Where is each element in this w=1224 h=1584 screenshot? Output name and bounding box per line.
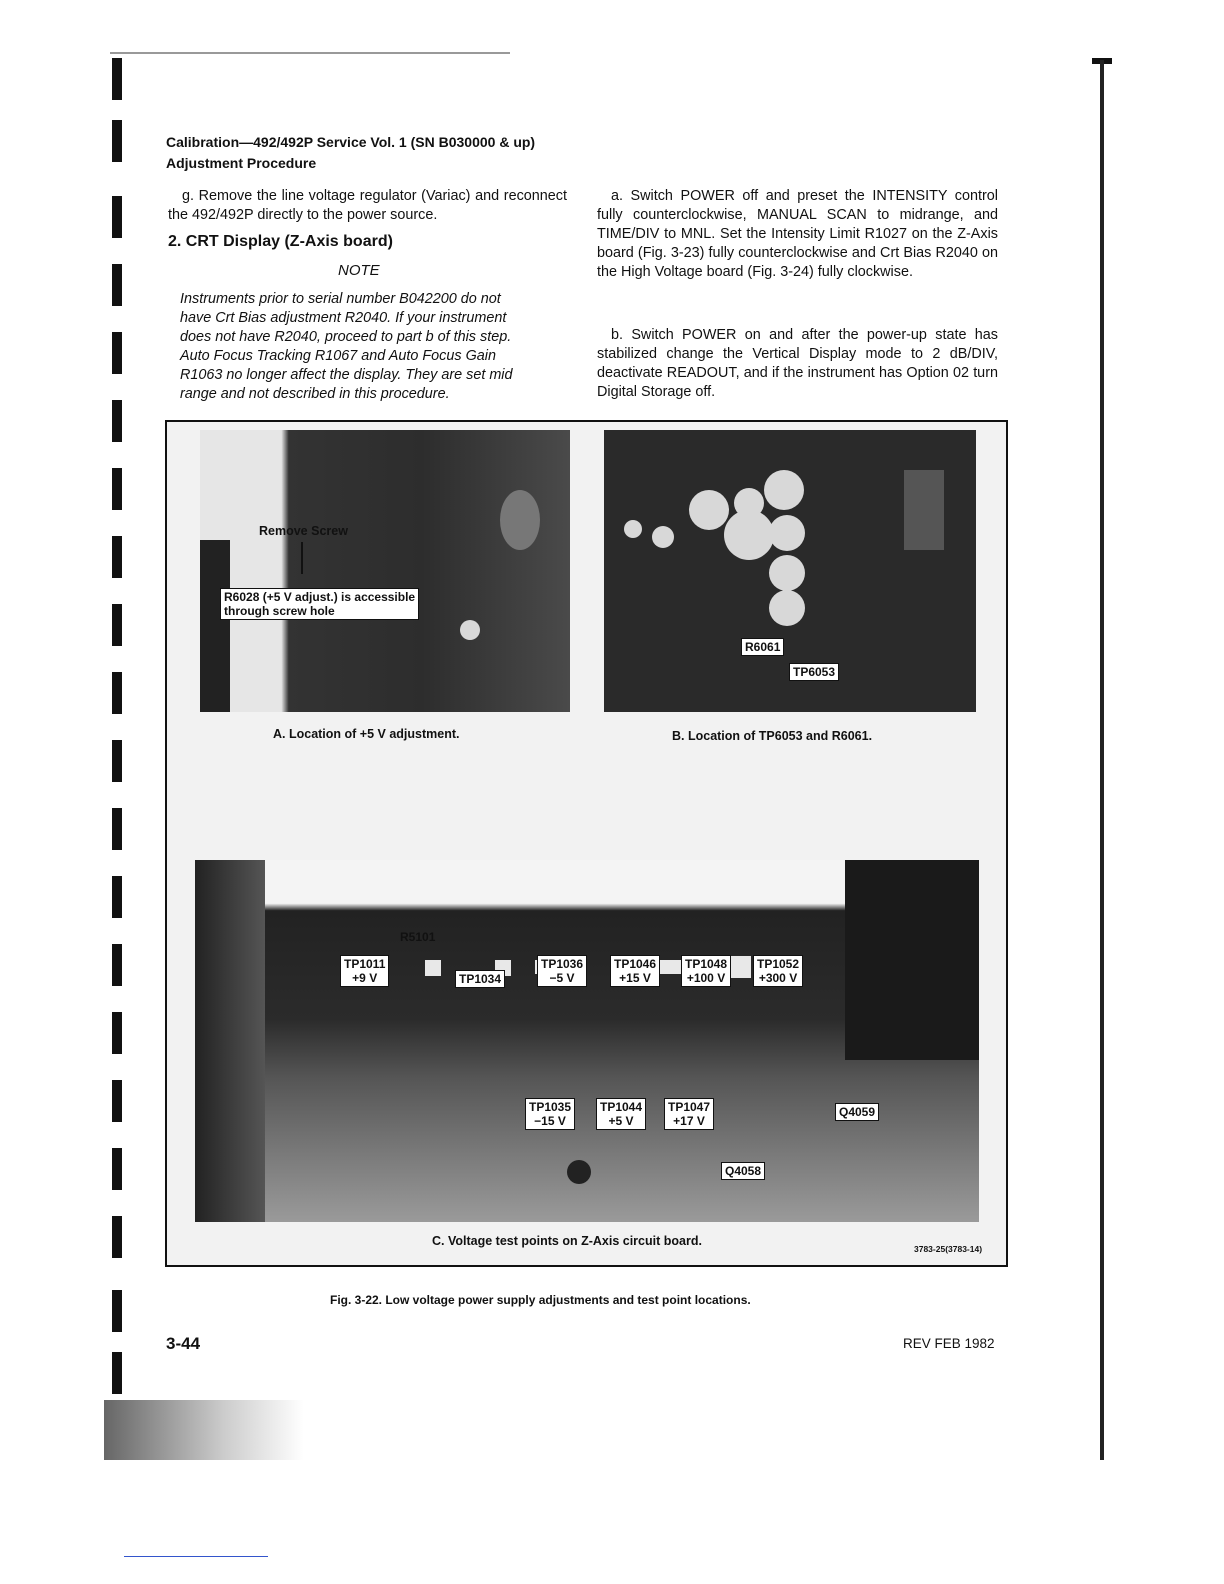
label-q4059: Q4059 — [835, 1103, 879, 1121]
caption-panel-b: B. Location of TP6053 and R6061. — [672, 729, 873, 743]
note-line: have Crt Bias adjustment R2040. If your instrument — [180, 310, 507, 326]
label-tp1047 — [664, 1098, 714, 1130]
binder-mark — [112, 1012, 122, 1054]
trimmer — [460, 620, 480, 640]
label-tp6053: TP6053 — [789, 663, 839, 681]
figure-reference-number: 3783-25(3783-14) — [914, 1244, 983, 1254]
note-label: NOTE — [338, 262, 380, 279]
scan-shadow — [104, 1400, 304, 1460]
capacitor — [500, 490, 540, 550]
label-tp1035 — [525, 1098, 575, 1130]
binder-mark — [112, 740, 122, 782]
tp1011-id: TP1011 — [344, 957, 386, 971]
tp1044-voltage: +5 V — [608, 1114, 634, 1128]
photo-panel-b — [604, 430, 976, 712]
shield-can — [845, 860, 979, 1060]
tp1047-id: TP1047 — [668, 1100, 711, 1114]
binder-mark — [112, 672, 122, 714]
label-tp1048 — [681, 955, 731, 987]
step-a-text: a. Switch POWER off and preset the INTENSITY control fully counterclockwise, MANUAL SCAN to midrange, and TIME/DIV to MNL. Set the Intensity Limit R1027 on the Z-Axis board (Fig. 3-23) fully counterclockwise and Crt Bias R2040 on the High Voltage board (Fig. 3-24) fully clockwise. — [597, 188, 998, 280]
label-remove-screw: Remove Screw — [259, 524, 348, 538]
capacitor — [724, 510, 774, 560]
tp1048-voltage: +100 V — [686, 971, 726, 985]
heatsink — [904, 470, 944, 550]
label-r6028-line2: through screw hole — [224, 604, 335, 618]
binder-mark — [112, 120, 122, 162]
label-r6061: R6061 — [741, 638, 784, 656]
figure-caption: Fig. 3-22. Low voltage power supply adjustments and test point locations. — [330, 1293, 751, 1307]
binder-mark — [112, 400, 122, 442]
binder-mark — [112, 536, 122, 578]
binder-mark — [112, 264, 122, 306]
caption-panel-a: A. Location of +5 V adjustment. — [273, 727, 460, 741]
tp1052-id: TP1052 — [757, 957, 800, 971]
label-r6028 — [220, 588, 419, 620]
capacitor — [764, 470, 804, 510]
capacitor — [769, 515, 805, 551]
photo-panel-c — [195, 860, 979, 1222]
header-title: Calibration—492/492P Service Vol. 1 (SN B030000 & up) — [166, 134, 536, 150]
chassis-edge — [200, 540, 230, 712]
scan-edge-line — [124, 1556, 268, 1557]
note-line: Instruments prior to serial number B042200 do not — [180, 291, 501, 307]
tp1046-id: TP1046 — [614, 957, 657, 971]
capacitor — [689, 490, 729, 530]
label-q4058: Q4058 — [721, 1162, 765, 1180]
note-line: R1063 no longer affect the display. They are set mid — [180, 367, 513, 383]
tp1046-voltage: +15 V — [619, 971, 651, 985]
note-body — [180, 290, 560, 404]
note-line: Auto Focus Tracking R1067 and Auto Focus Gain — [180, 348, 496, 364]
tp1048-id: TP1048 — [685, 957, 728, 971]
tp1035-id: TP1035 — [529, 1100, 572, 1114]
label-r6028-line1: R6028 (+5 V adjust.) is accessible — [224, 590, 416, 604]
scan-edge-rule — [1100, 60, 1104, 1460]
note-line: does not have R2040, proceed to part b of this step. — [180, 329, 512, 345]
header-subtitle: Adjustment Procedure — [166, 155, 317, 171]
chassis-edge — [195, 860, 265, 1222]
caption-panel-c: C. Voltage test points on Z-Axis circuit board. — [432, 1234, 702, 1248]
step-b-text: b. Switch POWER on and after the power-up state has stabilized change the Vertical Display mode to 2 dB/DIV, deactivate READOUT, and if the instrument has Option 02 turn Digital Storage off. — [597, 327, 998, 400]
tp1047-voltage: +17 V — [673, 1114, 705, 1128]
running-header — [166, 132, 666, 174]
binder-mark — [112, 1148, 122, 1190]
section-title: 2. CRT Display (Z-Axis board) — [168, 233, 393, 250]
label-tp1011 — [340, 955, 389, 987]
tp1035-voltage: −15 V — [534, 1114, 566, 1128]
step-g-text: g. Remove the line voltage regulator (Variac) and reconnect the 492/492P directly to the power source. — [168, 188, 567, 223]
component — [567, 1160, 591, 1184]
tp1011-voltage: +9 V — [352, 971, 378, 985]
label-tp1044 — [596, 1098, 646, 1130]
binder-mark — [112, 944, 122, 986]
label-tp1036 — [537, 955, 587, 987]
scan-edge-rule — [110, 52, 510, 54]
binder-mark — [112, 196, 122, 238]
label-tp1034: TP1034 — [455, 970, 505, 988]
pointer-arrow — [301, 542, 303, 574]
capacitor — [769, 590, 805, 626]
binder-mark — [112, 1290, 122, 1332]
capacitor — [624, 520, 642, 538]
page-number: 3-44 — [166, 1334, 201, 1353]
label-tp1052 — [753, 955, 803, 987]
binder-mark — [112, 58, 122, 100]
label-tp1046 — [610, 955, 660, 987]
tp1036-id: TP1036 — [541, 957, 584, 971]
binder-mark — [112, 1080, 122, 1122]
photo-panel-a — [200, 430, 570, 712]
label-r5101: R5101 — [400, 930, 436, 944]
tp1044-id: TP1044 — [600, 1100, 643, 1114]
capacitor — [652, 526, 674, 548]
figure-3-22 — [165, 420, 1008, 1267]
revision-date: REV FEB 1982 — [903, 1336, 995, 1351]
capacitor — [769, 555, 805, 591]
binder-mark — [112, 808, 122, 850]
binder-mark — [112, 332, 122, 374]
tp1036-voltage: −5 V — [549, 971, 575, 985]
binder-mark — [112, 1352, 122, 1394]
binder-mark — [112, 604, 122, 646]
binder-mark — [112, 1216, 122, 1258]
test-point — [425, 960, 441, 976]
binder-mark — [112, 468, 122, 510]
binder-mark — [112, 876, 122, 918]
tp1052-voltage: +300 V — [758, 971, 798, 985]
note-line: range and not described in this procedure. — [180, 386, 450, 402]
